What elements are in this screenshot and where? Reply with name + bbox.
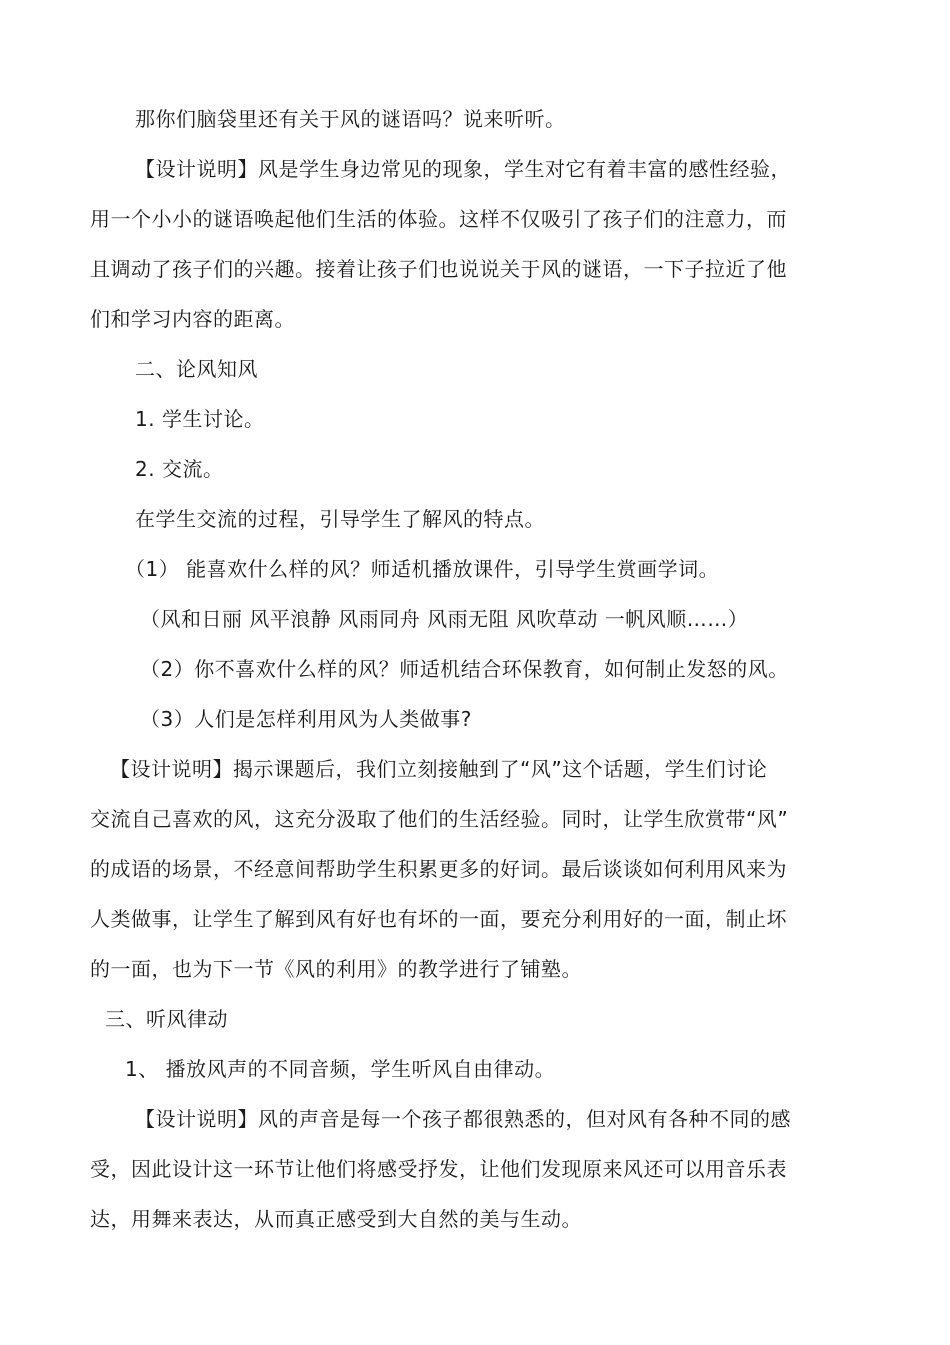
design-note-2-line-5: 的一面，也为下一节《风的利用》的教学进行了铺塾。 xyxy=(90,957,582,981)
design-note-3-line-1: 【设计说明】风的声音是每一个孩子都很熟悉的，但对风有各种不同的感 xyxy=(135,1107,791,1131)
design-note-1-line-1: 【设计说明】风是学生身边常见的现象，学生对它有着丰富的感性经验， xyxy=(135,157,791,181)
question-1: （1） 能喜欢什么样的风？师适机播放课件，引导学生赏画学词。 xyxy=(125,557,720,581)
idiom-list: （风和日丽 风平浪静 风雨同舟 风雨无阻 风吹草动 一帆风顺……） xyxy=(140,607,749,631)
design-note-3-line-3: 达，用舞来表达，从而真正感受到大自然的美与生动。 xyxy=(90,1207,582,1231)
step-1-discuss: 1. 学生讨论。 xyxy=(135,407,265,431)
section-3-heading: 三、听风律动 xyxy=(105,1007,228,1031)
design-note-1-line-2: 用一个小小的谜语唤起他们生活的体验。这样不仅吸引了孩子们的注意力，而 xyxy=(90,207,787,231)
design-note-2-line-1: 【设计说明】揭示课题后，我们立刻接触到了“风”这个话题，学生们讨论 xyxy=(110,757,768,781)
question-3: （3）人们是怎样利用风为人类做事? xyxy=(140,707,472,731)
question-2: （2）你不喜欢什么样的风？师适机结合环保教育，如何制止发怒的风。 xyxy=(140,657,789,681)
design-note-3-line-2: 受，因此设计这一环节让他们将感受抒发，让他们发现原来风还可以用音乐表 xyxy=(90,1157,787,1181)
design-note-2-line-4: 人类做事，让学生了解到风有好也有坏的一面，要充分利用好的一面，制止坏 xyxy=(90,907,787,931)
design-note-1-line-4: 们和学习内容的距离。 xyxy=(90,307,295,331)
exchange-guidance: 在学生交流的过程，引导学生了解风的特点。 xyxy=(135,507,545,531)
section-2-heading: 二、论风知风 xyxy=(135,357,258,381)
section-3-step-1: 1、 播放风声的不同音频，学生听风自由律动。 xyxy=(125,1057,556,1081)
design-note-2-line-3: 的成语的场景，不经意间帮助学生积累更多的好词。最后谈谈如何利用风来为 xyxy=(90,857,787,881)
design-note-1-line-3: 且调动了孩子们的兴趣。接着让孩子们也说说关于风的谜语，一下子拉近了他 xyxy=(90,257,787,281)
step-2-exchange: 2. 交流。 xyxy=(135,457,224,481)
design-note-2-line-2: 交流自己喜欢的风，这充分汲取了他们的生活经验。同时，让学生欣赏带“风” xyxy=(90,807,789,831)
riddle-question-line: 那你们脑袋里还有关于风的谜语吗？说来听听。 xyxy=(135,107,566,131)
